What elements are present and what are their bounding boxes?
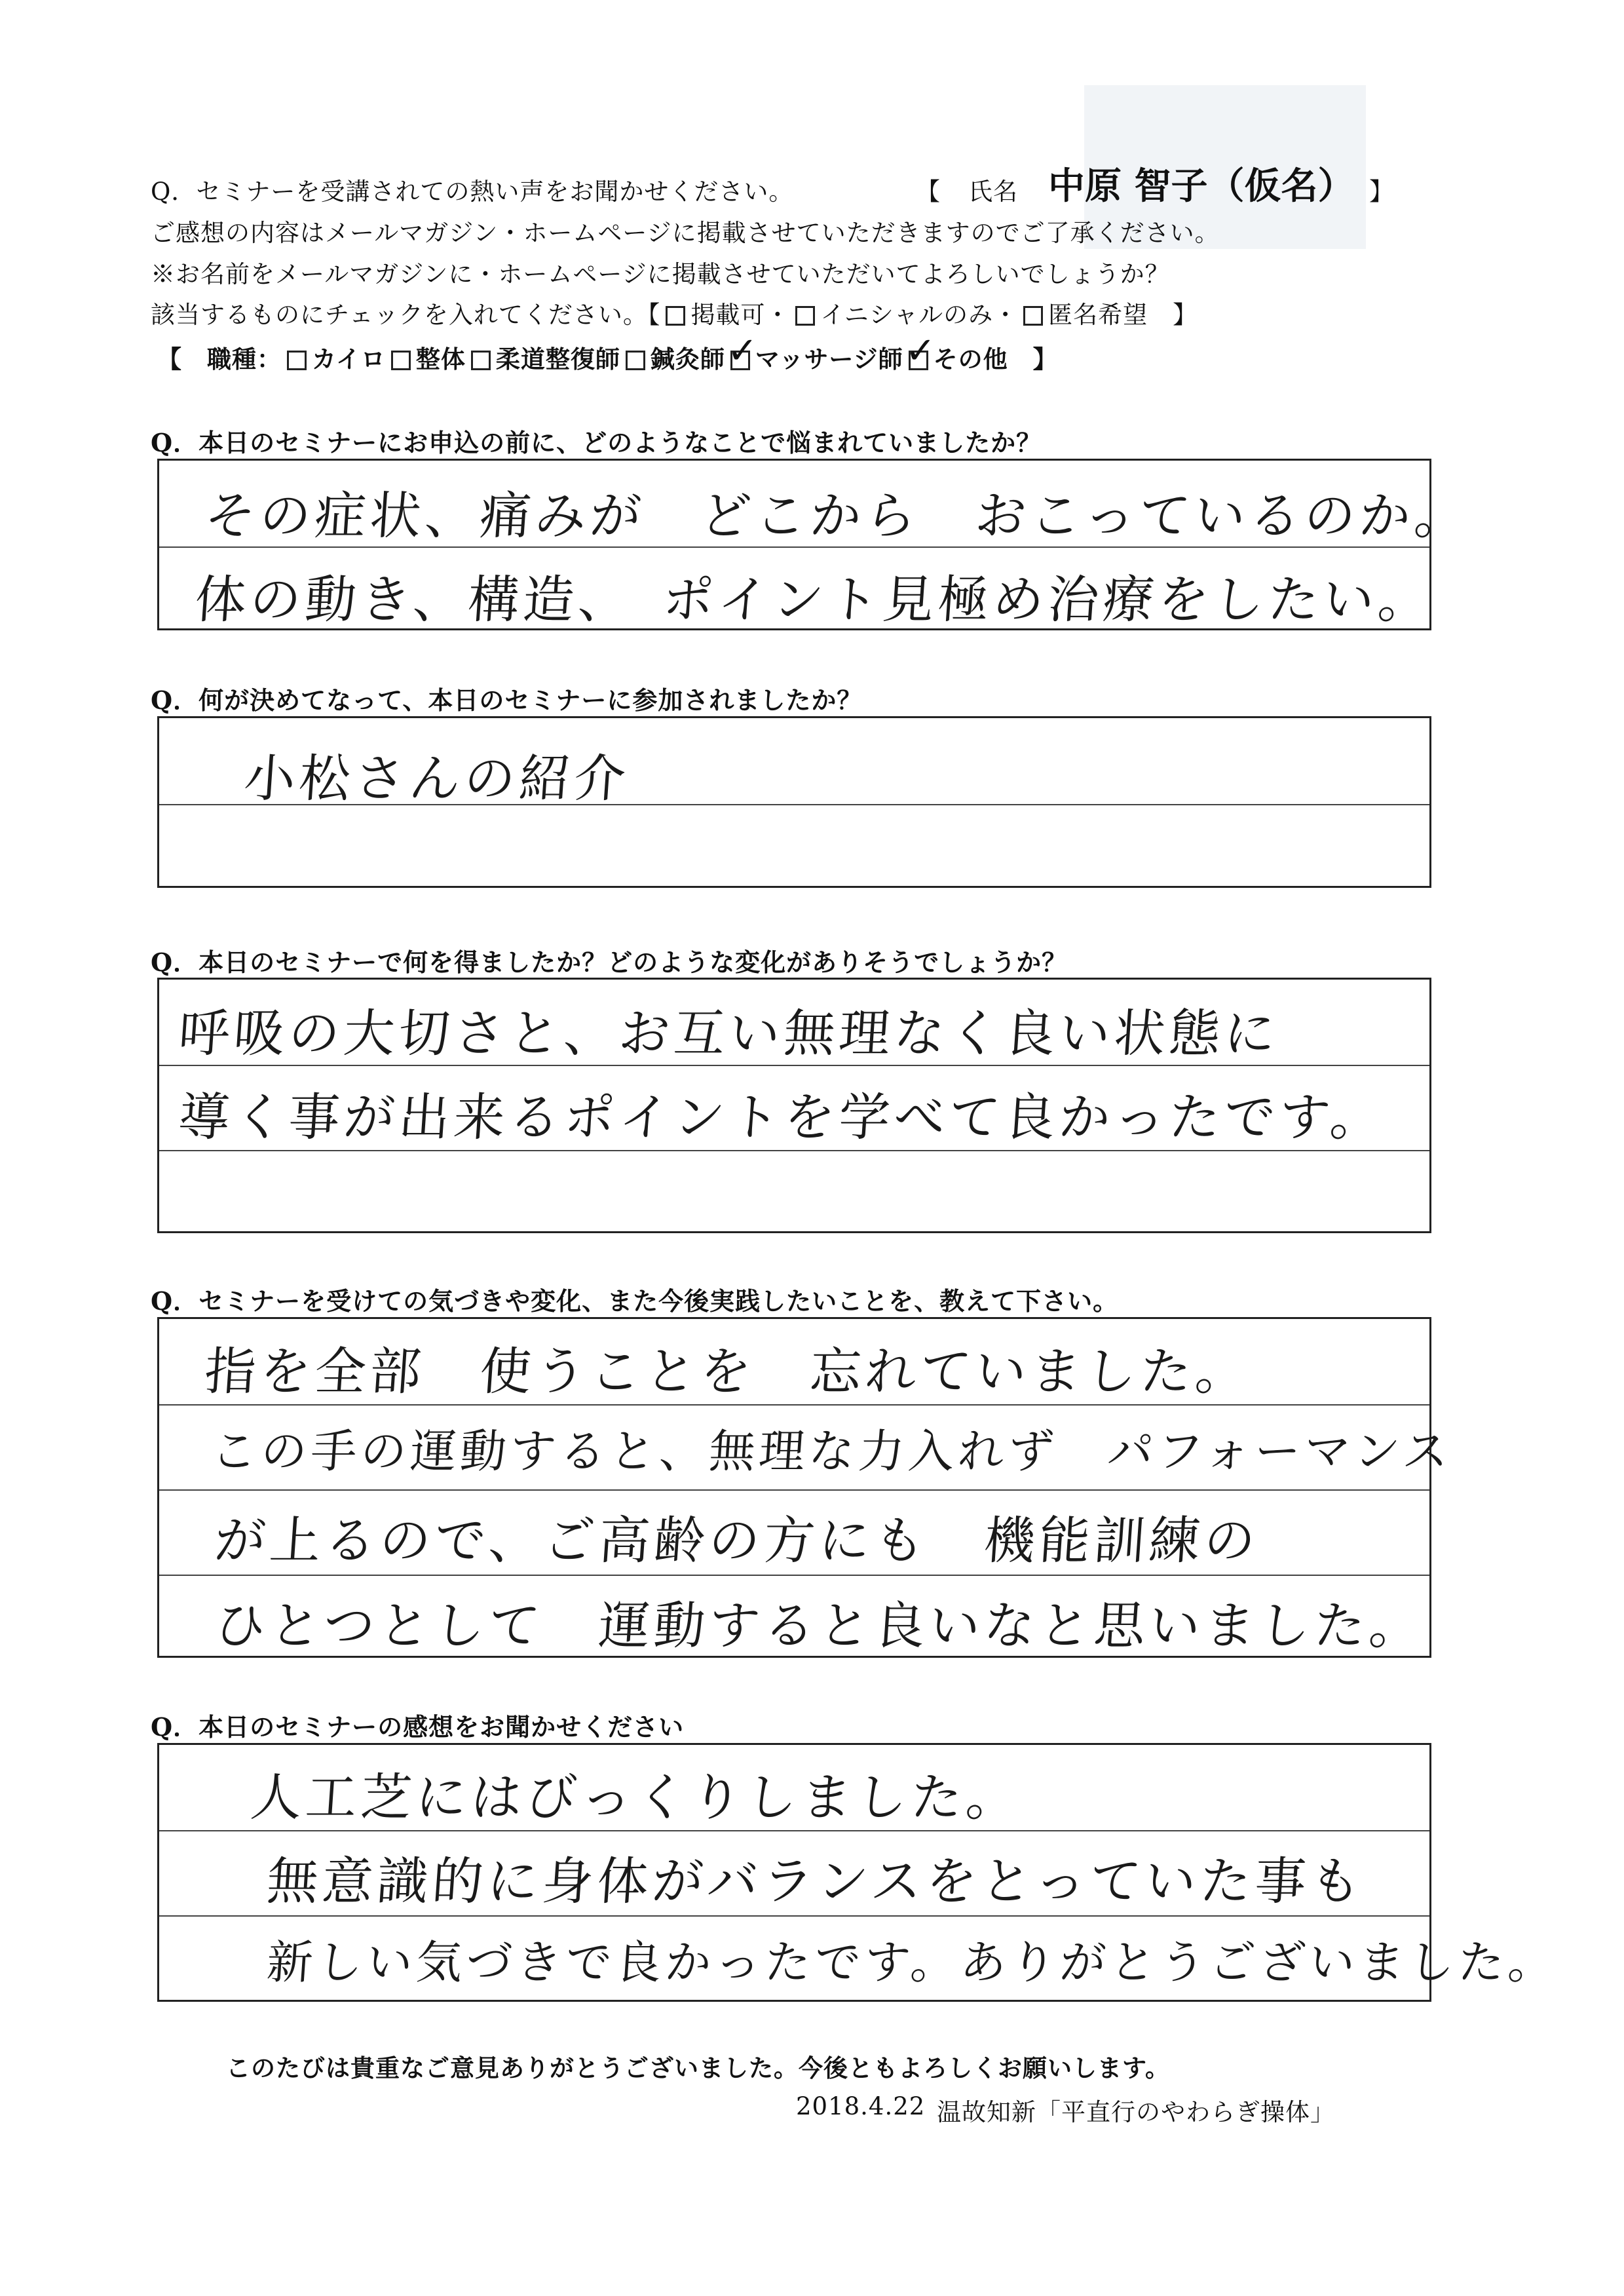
consent-prefix: 該当するものにチェックを入れてください。【	[151, 301, 661, 329]
job-option-acupuncture: 鍼灸師	[650, 345, 725, 373]
job-option-chiro: カイロ	[312, 345, 386, 373]
answer-box-5	[157, 1743, 1560, 2002]
footer-event: 温故知新「平直行のやわらぎ操体」	[937, 2098, 1335, 2126]
answer-5-line-3: 新しい気づきで良かったです。ありがとうございました。	[265, 1936, 1560, 1989]
job-option-massage: マッサージ師	[755, 345, 903, 373]
name-label: 氏名	[968, 178, 1018, 206]
footer-date: 2018.4.22	[796, 2092, 926, 2120]
job-prefix: 【 職種：	[157, 345, 282, 373]
notice-name-permission: ※お名前をメールマガジンに・ホームページに掲載させていただいてよろしいでしょうか？	[151, 260, 1170, 288]
answer-3-line-1: 呼吸の大切さと、お互い無理なく良い状態に	[176, 1004, 1281, 1063]
job-checkbox-other[interactable]	[905, 330, 937, 372]
job-suffix: 】	[1032, 345, 1058, 373]
job-option-seitai: 整体	[415, 345, 466, 373]
check-mark-icon: ✓	[727, 330, 759, 372]
job-checkbox-acupuncture[interactable]	[626, 351, 645, 370]
consent-option-initials: イニシャルのみ・	[820, 301, 1019, 329]
check-mark-icon: ✓	[905, 330, 937, 372]
answer-4-line-1: 指を全部 使うことを 忘れていました。	[202, 1343, 1253, 1402]
answer-5-line-2: 無意識的に身体がバランスをとっていた事も	[265, 1852, 1367, 1911]
job-checkbox-chiro[interactable]	[287, 351, 307, 370]
answer-4-line-4: ひとつとして 運動すると良いなと思いました。	[212, 1597, 1427, 1656]
job-checkbox-judo[interactable]	[471, 351, 491, 370]
answer-1-line-2: 体の動き、構造、 ポイント見極め治療をしたい。	[193, 571, 1435, 630]
question-4-label: Q．セミナーを受けての気づきや変化、また今後実践したいことを、教えて下さい。	[151, 1286, 1119, 1316]
job-checkbox-massage[interactable]	[727, 330, 759, 372]
answer-box-4	[157, 1317, 1454, 1658]
consent-option-anonymous: 匿名希望	[1048, 301, 1148, 329]
job-option-other: その他	[933, 345, 1008, 373]
answer-2-line-1: 小松さんの紹介	[242, 750, 632, 809]
consent-checkbox-publish[interactable]	[666, 306, 685, 326]
job-row	[157, 330, 1058, 375]
answer-3-line-2: 導く事が出来るポイントを学べて良かったです。	[176, 1088, 1388, 1147]
name-bracket-open: 【	[916, 178, 941, 206]
answer-1-line-1: その症状、痛みが どこから おこっているのか。	[202, 487, 1472, 546]
answer-box-2	[157, 716, 1431, 888]
job-checkbox-seitai[interactable]	[391, 351, 411, 370]
question-2-label: Q．何が決めてなって、本日のセミナーに参加されましたか？	[151, 685, 863, 715]
answer-4-line-2: この手の運動すると、無理な力入れず パフォーマンス	[209, 1425, 1454, 1478]
name-value: 中原 智子（仮名）	[1048, 164, 1355, 208]
voice-question: Q．セミナーを受講されての熱い声をお聞かせください。	[151, 178, 794, 206]
footer-thanks: このたびは貴重なご意見ありがとうございました。今後ともよろしくお願いします。	[226, 2054, 1171, 2082]
consent-checkbox-anonymous[interactable]	[1023, 306, 1043, 326]
answer-4-line-3: が上るので、ご高齢の方にも 機能訓練の	[212, 1512, 1262, 1571]
consent-checkbox-initials[interactable]	[795, 306, 815, 326]
question-3-label: Q．本日のセミナーで何を得ましたか？どのような変化がありそうでしょうか？	[151, 947, 1068, 977]
question-5-label: Q．本日のセミナーの感想をお聞かせください	[151, 1712, 685, 1742]
answer-5-line-1: 人工芝にはびっくりしました。	[248, 1769, 1023, 1827]
answer-box-3	[157, 978, 1431, 1233]
question-1-label: Q．本日のセミナーにお申込の前に、どのようなことで悩まれていましたか？	[151, 428, 1042, 457]
consent-row	[151, 295, 1198, 330]
answer-box-1	[157, 459, 1472, 630]
job-option-judo: 柔道整復師	[495, 345, 620, 373]
notice-publication: ご感想の内容はメールマガジン・ホームページに掲載させていただきますのでご了承ください。	[151, 219, 1220, 247]
consent-option-publish: 掲載可・	[690, 301, 791, 329]
name-bracket-close: 】	[1369, 178, 1394, 206]
consent-suffix: 】	[1173, 301, 1198, 329]
